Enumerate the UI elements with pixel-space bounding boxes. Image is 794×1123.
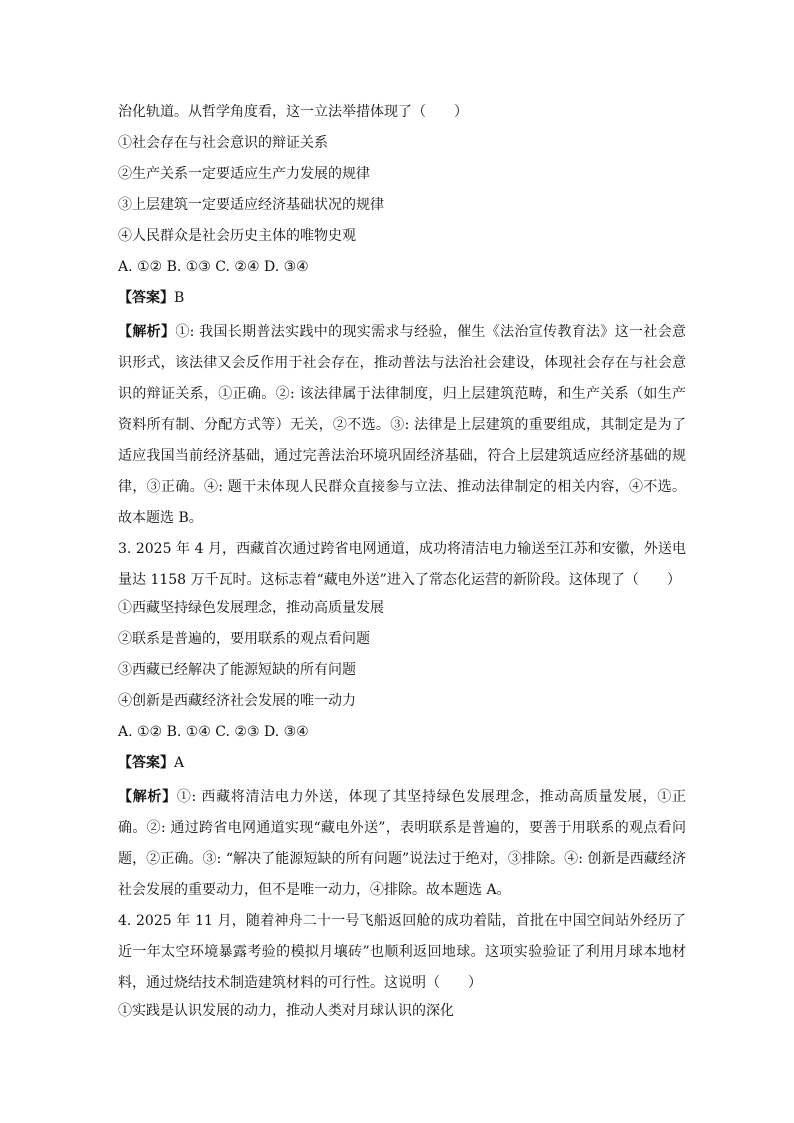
q2-option-1: ①社会存在与社会意识的辩证关系 <box>118 135 328 151</box>
q3-answer-value: A <box>174 755 185 771</box>
q3-stem: 3. 2025 年 4 月，西藏首次通过跨省电网通道，成功将清洁电力输送至江苏和安徽，外送电量达 1158 万千瓦时。这标志着“藏电外送”进入了常态化运营的新阶段。这体现了（ ） <box>118 541 686 588</box>
q4-option-1: ①实践是认识发展的动力，推动人类对月球认识的深化 <box>118 1003 454 1019</box>
q2-option-3: ③上层建筑一定要适应经济基础状况的规律 <box>118 197 384 213</box>
q2-stem-tail: 治化轨道。从哲学角度看，这一立法举措体现了（ ） <box>118 104 468 120</box>
q3-option-1: ①西藏坚持绿色发展理念，推动高质量发展 <box>118 600 384 616</box>
q3-option-4: ④创新是西藏经济社会发展的唯一动力 <box>118 693 356 709</box>
document-page <box>118 100 686 1030</box>
q3-analysis-tag: 【解析】 <box>118 789 177 805</box>
q2-option-4: ④人民群众是社会历史主体的唯物史观 <box>118 228 356 244</box>
q3-answer <box>118 751 686 782</box>
q2-analysis <box>118 317 686 534</box>
q3-analysis <box>118 782 686 906</box>
q3-option-3: ③西藏已经解决了能源短缺的所有问题 <box>118 662 356 678</box>
q2-answer <box>118 286 686 317</box>
q3-choices: A. ①② B. ①④ C. ②③ D. ③④ <box>118 724 309 740</box>
q2-analysis-text: ①: 我国长期普法实践中的现实需求与经验，催生《法治宣传教育法》这一社会意识形式，该法律又会反作用于社会存在，推动普法与法治社会建设，体现社会存在与社会意识的辩证关系，①正确。②: 该法律属于法律制度，归上层建筑范畴，和生产关系（如生产资料所有制、分配方式等）无关，②不选。③: 法律是上层建筑的重要组成，其制定是为了适应我国当前经济基础，通过完善法治环境巩固经济基础，符合上层建筑适应经济基础的规律，③正确。④: 题干未体现人民群众直接参与立法、推动法律制定的相关内容，④不选。故本题选 B。 <box>118 324 687 526</box>
q2-option-2: ②生产关系一定要适应生产力发展的规律 <box>118 166 370 182</box>
q2-choices: A. ①② B. ①③ C. ②④ D. ③④ <box>118 259 309 275</box>
q2-analysis-tag: 【解析】 <box>118 324 176 340</box>
q4-stem: 4. 2025 年 11 月，随着神舟二十一号飞船返回舱的成功着陆，首批在中国空间站外经历了近一年太空环境暴露考验的模拟月壤砖”也顺利返回地球。这项实验验证了利用月球本地材料，通过烧结技术制造建筑材料的可行性。这说明（ ） <box>118 913 686 991</box>
q3-option-2: ②联系是普遍的，要用联系的观点看问题 <box>118 631 370 647</box>
q2-answer-value: B <box>174 290 185 306</box>
q2-answer-tag: 【答案】 <box>118 290 174 306</box>
q3-answer-tag: 【答案】 <box>118 755 174 771</box>
q3-analysis-text: ①: 西藏将清洁电力外送，体现了其坚持绿色发展理念，推动高质量发展，①正确。②: 通过跨省电网通道实现“藏电外送”，表明联系是普遍的，要善于用联系的观点看问题，②正确。③: “解决了能源短缺的所有问题”说法过于绝对，③排除。④: 创新是西藏经济社会发展的重要动力，但不是唯一动力，④排除。故本题选 A。 <box>118 789 686 898</box>
